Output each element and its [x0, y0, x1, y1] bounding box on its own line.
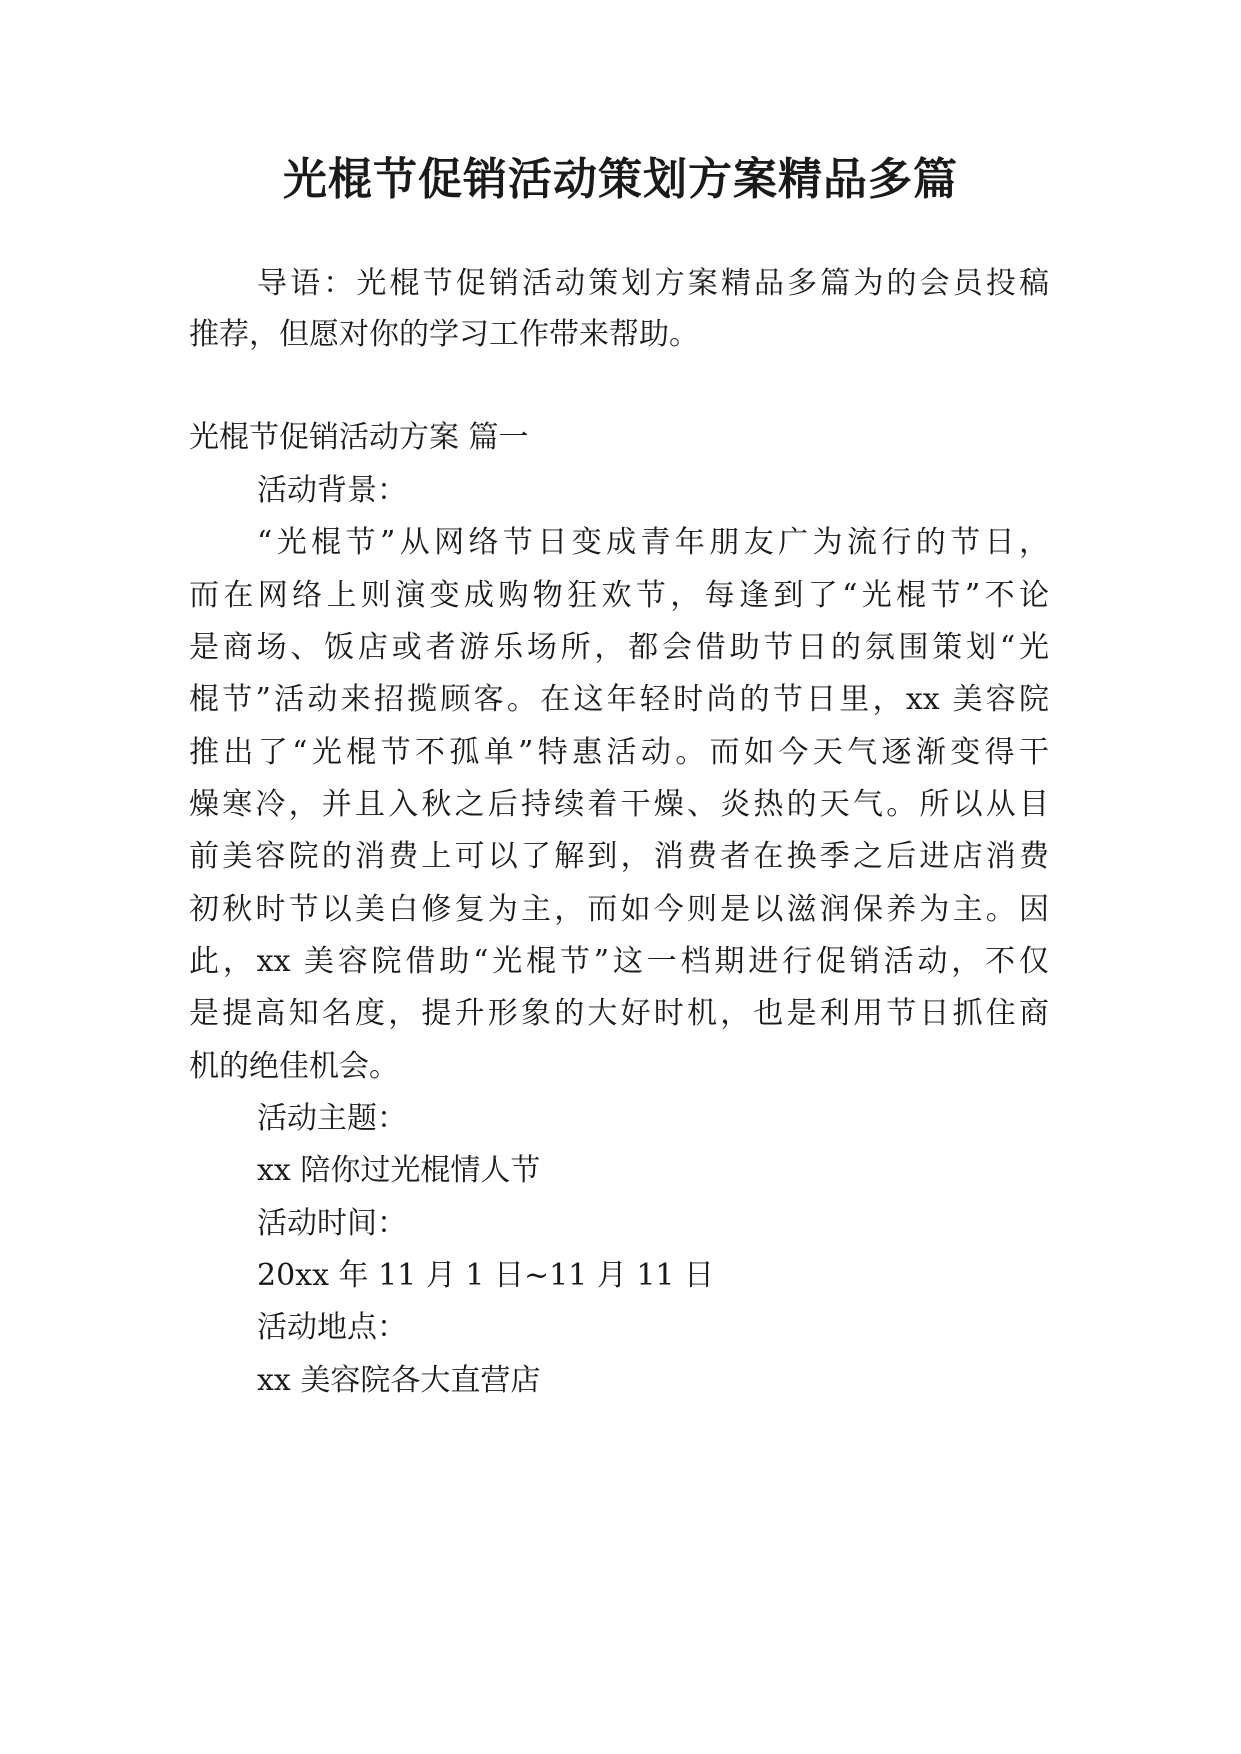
place-value: xx 美容院各大直营店 [257, 1363, 541, 1398]
background-line-11: 机的绝佳机会。 [189, 1049, 399, 1084]
background-line-3: 是商场、饭店或者游乐场所，都会借助节日的氛围策划“光 [189, 630, 1049, 665]
document-title: 光棍节促销活动策划方案精品多篇 [283, 154, 958, 205]
background-line-9: 此，xx 美容院借助“光棍节”这一档期进行促销活动，不仅 [189, 944, 1049, 979]
background-line-10: 是提高知名度，提升形象的大好时机，也是利用节日抓住商 [189, 996, 1049, 1031]
time-label: 活动时间： [257, 1206, 407, 1241]
theme-value: xx 陪你过光棍情人节 [257, 1153, 541, 1188]
section-heading: 光棍节促销活动方案 篇一 [189, 420, 529, 455]
background-line-1: “光棍节”从网络节日变成青年朋友广为流行的节日， [257, 525, 1049, 560]
intro-line-1: 导语：光棍节促销活动策划方案精品多篇为的会员投稿 [257, 266, 1049, 301]
background-label: 活动背景： [257, 473, 407, 508]
place-label: 活动地点： [257, 1310, 407, 1345]
background-line-5: 推出了“光棍节不孤单”特惠活动。而如今天气逐渐变得干 [189, 735, 1049, 770]
background-line-8: 初秋时节以美白修复为主，而如今则是以滋润保养为主。因 [189, 892, 1049, 927]
background-line-4: 棍节”活动来招揽顾客。在这年轻时尚的节日里，xx 美容院 [189, 682, 1049, 717]
background-line-2: 而在网络上则演变成购物狂欢节，每逢到了“光棍节”不论 [189, 578, 1049, 613]
time-value: 20xx 年 11 月 1 日~11 月 11 日 [257, 1258, 715, 1293]
intro-line-2: 推荐，但愿对你的学习工作带来帮助。 [189, 317, 699, 352]
background-line-7: 前美容院的消费上可以了解到，消费者在换季之后进店消费 [189, 839, 1049, 874]
background-line-6: 燥寒冷，并且入秋之后持续着干燥、炎热的天气。所以从目 [189, 787, 1049, 822]
theme-label: 活动主题： [257, 1101, 407, 1136]
